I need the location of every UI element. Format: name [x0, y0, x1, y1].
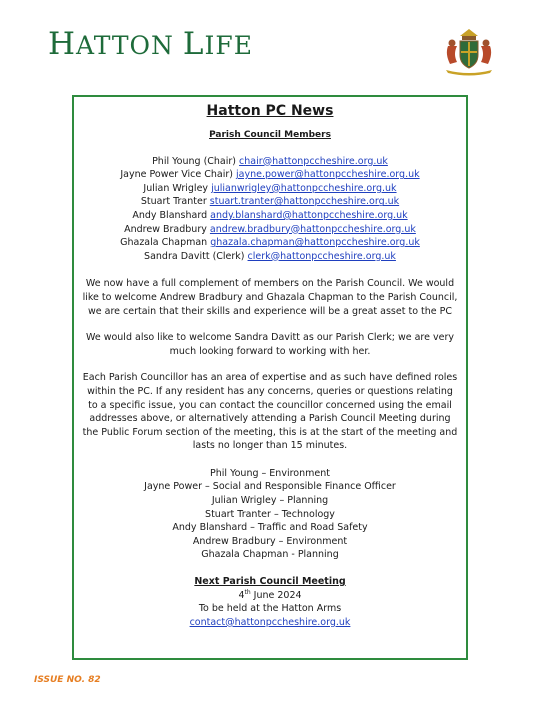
- role-item: Ghazala Chapman - Planning: [201, 549, 339, 561]
- news-title: Hatton PC News: [206, 103, 334, 119]
- clerk-paragraph: We would also like to welcome Sandra Davitt as our Parish Clerk; we are very much looking forward to working with her.: [86, 332, 454, 357]
- member-email-link[interactable]: clerk@hattonpccheshire.org.uk: [247, 250, 396, 262]
- next-meeting-heading: Next Parish Council Meeting: [194, 576, 346, 588]
- role-item: Stuart Tranter – Technology: [205, 508, 335, 520]
- member-row: Stuart Tranter stuart.tranter@hattonpccheshire.org.uk: [140, 196, 400, 208]
- expertise-paragraph: Each Parish Councillor has an area of expertise and as such have defined roles within the PC. If any resident has any concerns, queries or questions relating to a specific issue, you can contact the councillor concerned using the email addresses above, or alternatively attending a Parish Council Meeting during the Public Forum section of the meeting, this is at the start of the meeting and lasts no longer than 15 minutes.: [82, 372, 458, 452]
- member-row: Ghazala Chapman ghazala.chapman@hattonpccheshire.org.uk: [120, 237, 420, 249]
- member-email-link[interactable]: julianwrigley@hattonpccheshire.org.uk: [211, 182, 397, 194]
- member-email-link[interactable]: andy.blanshard@hattonpccheshire.org.uk: [210, 209, 408, 221]
- contact-email-link[interactable]: contact@hattonpccheshire.org.uk: [189, 616, 351, 628]
- role-item: Julian Wrigley – Planning: [211, 495, 329, 507]
- member-email-link[interactable]: stuart.tranter@hattonpccheshire.org.uk: [209, 196, 400, 208]
- news-content: [72, 102, 468, 629]
- role-item: Phil Young – Environment: [210, 467, 330, 479]
- member-row: Andy Blanshard andy.blanshard@hattonpccheshire.org.uk: [132, 209, 408, 221]
- member-row: Phil Young (Chair) chair@hattonpccheshire.org.uk: [152, 155, 388, 167]
- members-heading: Parish Council Members: [209, 130, 331, 140]
- issue-number: ISSUE NO. 82: [34, 675, 101, 685]
- member-row: Andrew Bradbury andrew.bradbury@hattonpccheshire.org.uk: [124, 223, 416, 235]
- role-item: Andy Blanshard – Traffic and Road Safety: [172, 522, 368, 534]
- member-email-link[interactable]: chair@hattonpccheshire.org.uk: [239, 155, 388, 167]
- member-row: Jayne Power Vice Chair) jayne.power@hattonpccheshire.org.uk: [120, 169, 420, 181]
- member-email-link[interactable]: andrew.bradbury@hattonpccheshire.org.uk: [209, 223, 416, 235]
- masthead-title: HATTON LIFE: [48, 26, 253, 62]
- member-email-link[interactable]: jayne.power@hattonpccheshire.org.uk: [236, 169, 420, 181]
- member-row: Sandra Davitt (Clerk) clerk@hattonpccheshire.org.uk: [144, 250, 396, 262]
- members-list: [72, 155, 468, 264]
- roles-list: [72, 467, 468, 562]
- next-meeting-venue: To be held at the Hatton Arms: [198, 603, 342, 615]
- role-item: Andrew Bradbury – Environment: [192, 535, 348, 547]
- member-row: Julian Wrigley julianwrigley@hattonpccheshire.org.uk: [143, 182, 397, 194]
- member-email-link[interactable]: ghazala.chapman@hattonpccheshire.org.uk: [210, 237, 420, 249]
- next-meeting-date: 4th June 2024: [238, 588, 302, 601]
- welcome-paragraph: We now have a full complement of members on the Parish Council. We would like to welcome Andrew Bradbury and Ghazala Chapman to the Parish Council, we are certain that their skills and experience will be a great asset to the PC: [82, 278, 458, 317]
- role-item: Jayne Power – Social and Responsible Finance Officer: [144, 481, 396, 493]
- coat-of-arms-icon: [440, 22, 498, 76]
